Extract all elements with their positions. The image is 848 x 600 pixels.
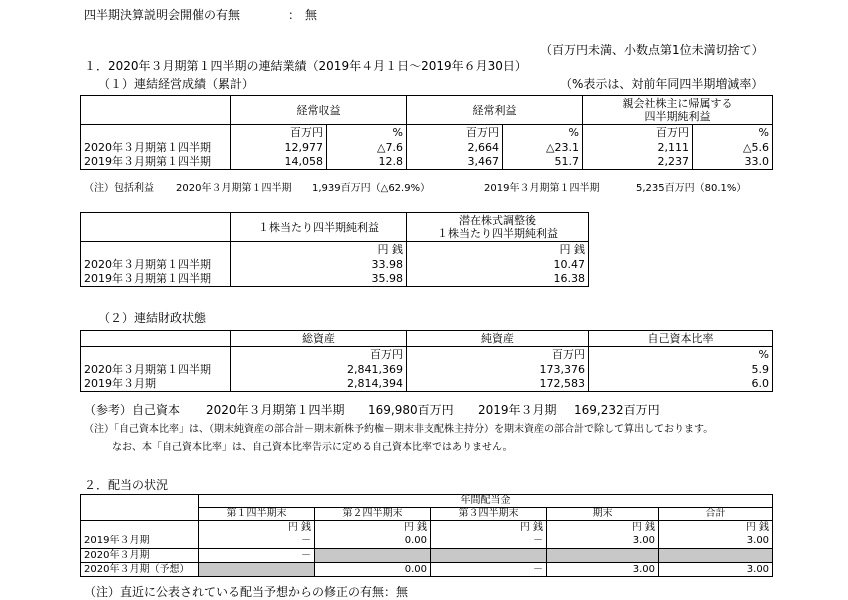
col-header-eps: １株当たり四半期純利益: [231, 213, 407, 242]
comprehensive-income-period2: 2019年３月期第１四半期: [484, 183, 600, 194]
value-cell: △7.6: [327, 140, 407, 155]
unit-row-label: [81, 125, 231, 140]
col-header-net-income-line1: 親会社株主に帰属する: [622, 97, 733, 110]
blank-cell: [547, 549, 659, 563]
row-label: 2020年３月期（予想）: [81, 563, 199, 577]
blank-cell: [431, 549, 547, 563]
corner-cell: [81, 96, 231, 125]
col-header-net-income: [583, 96, 773, 125]
row-label: 2019年３月期: [81, 377, 231, 392]
col-header-diluted-eps-line1: 潜在株式調整後: [459, 214, 536, 227]
table-row: [81, 140, 773, 155]
value-cell: 173,376: [407, 362, 589, 377]
table-row: [81, 377, 773, 392]
table-row: [81, 549, 773, 563]
comprehensive-income-period1: 2020年３月期第１四半期: [176, 183, 292, 194]
pct-note: （%表示は、対前年同四半期増減率）: [560, 77, 764, 91]
unit-cell: 円 銭: [659, 521, 773, 535]
value-cell: 5.9: [589, 362, 773, 377]
meeting-value: 無: [305, 8, 318, 22]
dividends-table: [80, 494, 773, 577]
table-row: [81, 535, 773, 549]
row-label: 2019年３月期: [81, 535, 199, 549]
unit-cell: %: [503, 125, 583, 140]
equity-ref-value1: 169,980百万円: [368, 403, 454, 417]
value-cell: －: [431, 535, 547, 549]
table-row: [81, 257, 589, 272]
value-cell: 3.00: [547, 535, 659, 549]
blank-cell: [659, 549, 773, 563]
unit-cell: 円 銭: [407, 242, 589, 257]
value-cell: 2,814,394: [231, 377, 407, 392]
col-header-year-end: 期末: [547, 508, 659, 521]
col-header-total: 合計: [659, 508, 773, 521]
unit-row-label: [81, 242, 231, 257]
value-cell: 10.47: [407, 257, 589, 272]
unit-cell: 百万円: [583, 125, 693, 140]
value-cell: 2,237: [583, 155, 693, 170]
unit-cell: %: [589, 347, 773, 362]
row-label: 2020年３月期第１四半期: [81, 362, 231, 377]
corner-cell: [81, 331, 231, 347]
row-label: 2019年３月期第１四半期: [81, 155, 231, 170]
col-header-equity-ratio: 自己資本比率: [589, 331, 773, 347]
value-cell: 172,583: [407, 377, 589, 392]
value-cell: 3.00: [547, 563, 659, 577]
col-header-ordinary-profit: 経常利益: [407, 96, 583, 125]
col-header-revenue: 経常収益: [231, 96, 407, 125]
equity-ref-period1: 2020年３月期第１四半期: [206, 403, 345, 417]
operating-results-title: （１）連結経営成績（累計）: [98, 77, 255, 91]
comprehensive-income-value1: 1,939百万円（△62.9%）: [312, 183, 431, 194]
equity-ratio-note: （注）「自己資本比率」は、（期末純資産の部合計－期末新株予約権－期末非支配株主持分）を期末資産の部合計で除して算出しております。: [84, 424, 714, 435]
unit-cell: %: [327, 125, 407, 140]
annual-dividends-header: 年間配当金: [199, 495, 773, 508]
equity-ref-label: （参考）自己資本: [84, 403, 181, 417]
corner-cell: [81, 508, 199, 521]
unit-cell: 円 銭: [231, 242, 407, 257]
value-cell: 2,841,369: [231, 362, 407, 377]
unit-cell: 百万円: [407, 347, 589, 362]
row-label: 2020年３月期第１四半期: [81, 257, 231, 272]
table-row: [81, 563, 773, 577]
equity-ratio-disclaimer: なお、本「自己資本比率」は、自己資本比率告示に定める自己資本比率ではありません。: [112, 442, 513, 453]
value-cell: 33.0: [693, 155, 773, 170]
unit-cell: 円 銭: [431, 521, 547, 535]
table-row: [81, 155, 773, 170]
value-cell: 12.8: [327, 155, 407, 170]
dividends-title: ２．配当の状況: [84, 478, 169, 492]
value-cell: 16.38: [407, 272, 589, 287]
col-header-net-assets: 純資産: [407, 331, 589, 347]
comprehensive-income-value2: 5,235百万円（80.1%）: [636, 183, 747, 194]
col-header-q3-end: 第３四半期末: [431, 508, 547, 521]
col-header-total-assets: 総資産: [231, 331, 407, 347]
row-label: 2019年３月期第１四半期: [81, 272, 231, 287]
unit-row-label: [81, 347, 231, 362]
unit-cell: 百万円: [231, 347, 407, 362]
unit-cell: 円 銭: [547, 521, 659, 535]
value-cell: △5.6: [693, 140, 773, 155]
value-cell: 2,111: [583, 140, 693, 155]
value-cell: －: [199, 549, 315, 563]
value-cell: －: [199, 535, 315, 549]
blank-cell: [315, 549, 431, 563]
meeting-label: 四半期決算説明会開催の有無: [84, 8, 241, 22]
corner-cell: [81, 213, 231, 242]
value-cell: 3.00: [659, 535, 773, 549]
value-cell: 3.00: [659, 563, 773, 577]
operating-results-table: [80, 95, 773, 170]
value-cell: 14,058: [231, 155, 327, 170]
corner-cell: [81, 495, 199, 508]
meeting-colon: ：: [288, 8, 301, 22]
section1-title: １．2020年３月期第１四半期の連結業績（2019年４月１日～2019年６月30日）: [84, 59, 527, 73]
comprehensive-income-label: （注）包括利益: [84, 183, 154, 194]
unit-cell: 円 銭: [199, 521, 315, 535]
value-cell: 0.00: [315, 563, 431, 577]
unit-row-label: [81, 521, 199, 535]
row-label: 2020年３月期: [81, 549, 199, 563]
row-label: 2020年３月期第１四半期: [81, 140, 231, 155]
value-cell: 35.98: [231, 272, 407, 287]
value-cell: 12,977: [231, 140, 327, 155]
col-header-net-income-line2: 四半期純利益: [644, 110, 711, 123]
unit-cell: %: [693, 125, 773, 140]
equity-ref-period2: 2019年３月期: [478, 403, 557, 417]
value-cell: 51.7: [503, 155, 583, 170]
dividend-revision-note: （注）直近に公表されている配当予想からの修正の有無：無: [84, 585, 409, 599]
table-row: [81, 272, 589, 287]
value-cell: 2,664: [407, 140, 503, 155]
value-cell: －: [431, 563, 547, 577]
unit-cell: 百万円: [407, 125, 503, 140]
unit-cell: 百万円: [231, 125, 327, 140]
table-row: [81, 362, 773, 377]
value-cell: 6.0: [589, 377, 773, 392]
unit-cell: 円 銭: [315, 521, 431, 535]
col-header-diluted-eps: [407, 213, 589, 242]
value-cell: 3,467: [407, 155, 503, 170]
blank-cell: [199, 563, 315, 577]
equity-ref-value2: 169,232百万円: [574, 403, 660, 417]
value-cell: △23.1: [503, 140, 583, 155]
unit-note: （百万円未満、小数点第1位未満切捨て）: [540, 43, 764, 57]
col-header-q1-end: 第１四半期末: [199, 508, 315, 521]
col-header-diluted-eps-line2: １株当たり四半期純利益: [437, 227, 558, 240]
eps-table: [80, 212, 589, 287]
financial-position-table: [80, 330, 773, 392]
value-cell: 33.98: [231, 257, 407, 272]
value-cell: 0.00: [315, 535, 431, 549]
financial-position-title: （２）連結財政状態: [98, 311, 207, 325]
col-header-q2-end: 第２四半期末: [315, 508, 431, 521]
